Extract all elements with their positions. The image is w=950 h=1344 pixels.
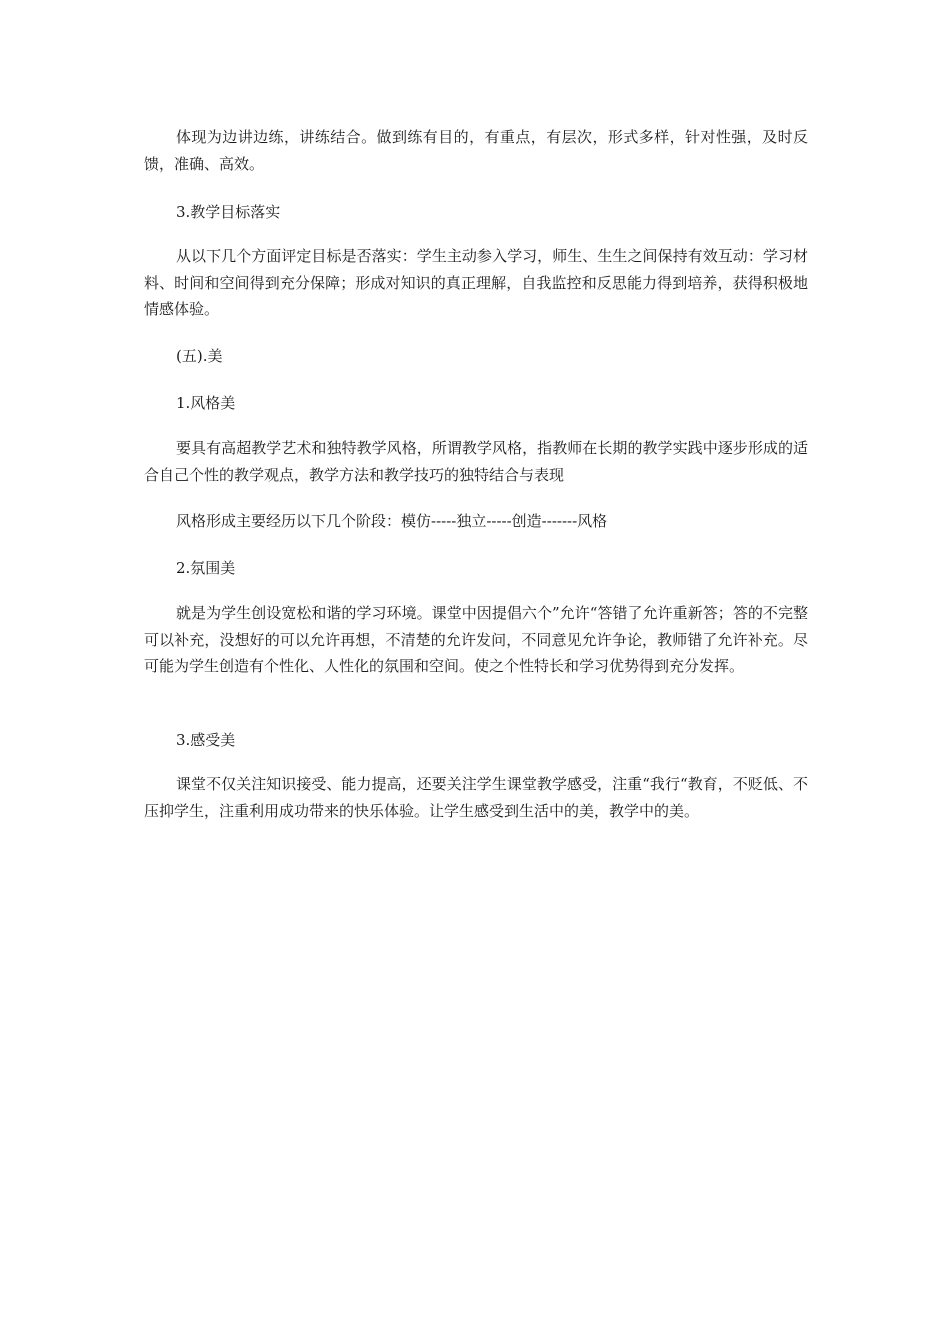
paragraph-goal-evaluation: 从以下几个方面评定目标是否落实：学生主动参入学习，师生、生生之间保持有效互动：学习材料、时间和空间得到充分保障；形成对知识的真正理解，自我监控和反思能力得到培养，获得积极地情感体验。 bbox=[144, 247, 808, 318]
heading-feeling-beauty: 3.感受美 bbox=[176, 731, 236, 749]
paragraph-feeling: 课堂不仅关注知识接受、能力提高，还要关注学生课堂教学感受，注重“我行“教育，不贬低、不压抑学生，注重利用成功带来的快乐体验。让学生感受到生活中的美，教学中的美。 bbox=[144, 775, 808, 820]
heading-style-beauty: 1.风格美 bbox=[176, 394, 236, 412]
paragraph-teaching-style: 要具有高超教学艺术和独特教学风格，所谓教学风格，指教师在长期的教学实践中逐步形成的适合自己个性的教学观点，教学方法和教学技巧的独特结合与表现 bbox=[144, 439, 808, 484]
paragraph-atmosphere: 就是为学生创设宽松和谐的学习环境。课堂中因提倡六个”允许“答错了允许重新答；答的不完整可以补充，没想好的可以允许再想，不清楚的允许发问，不同意见允许争论，教师错了允许补充。尽可能为学生创造有个性化、人性化的氛围和空间。使之个性特长和学习优势得到充分发挥。 bbox=[144, 604, 808, 675]
heading-beauty: (五).美 bbox=[176, 347, 223, 365]
paragraph-practice: 体现为边讲边练，讲练结合。做到练有目的，有重点，有层次，形式多样，针对性强，及时反馈，准确、高效。 bbox=[144, 128, 808, 173]
heading-atmosphere-beauty: 2.氛围美 bbox=[176, 559, 236, 577]
heading-teaching-goals: 3.教学目标落实 bbox=[176, 203, 281, 221]
paragraph-style-stages: 风格形成主要经历以下几个阶段：模仿-----独立-----创造-------风格 bbox=[176, 512, 608, 530]
